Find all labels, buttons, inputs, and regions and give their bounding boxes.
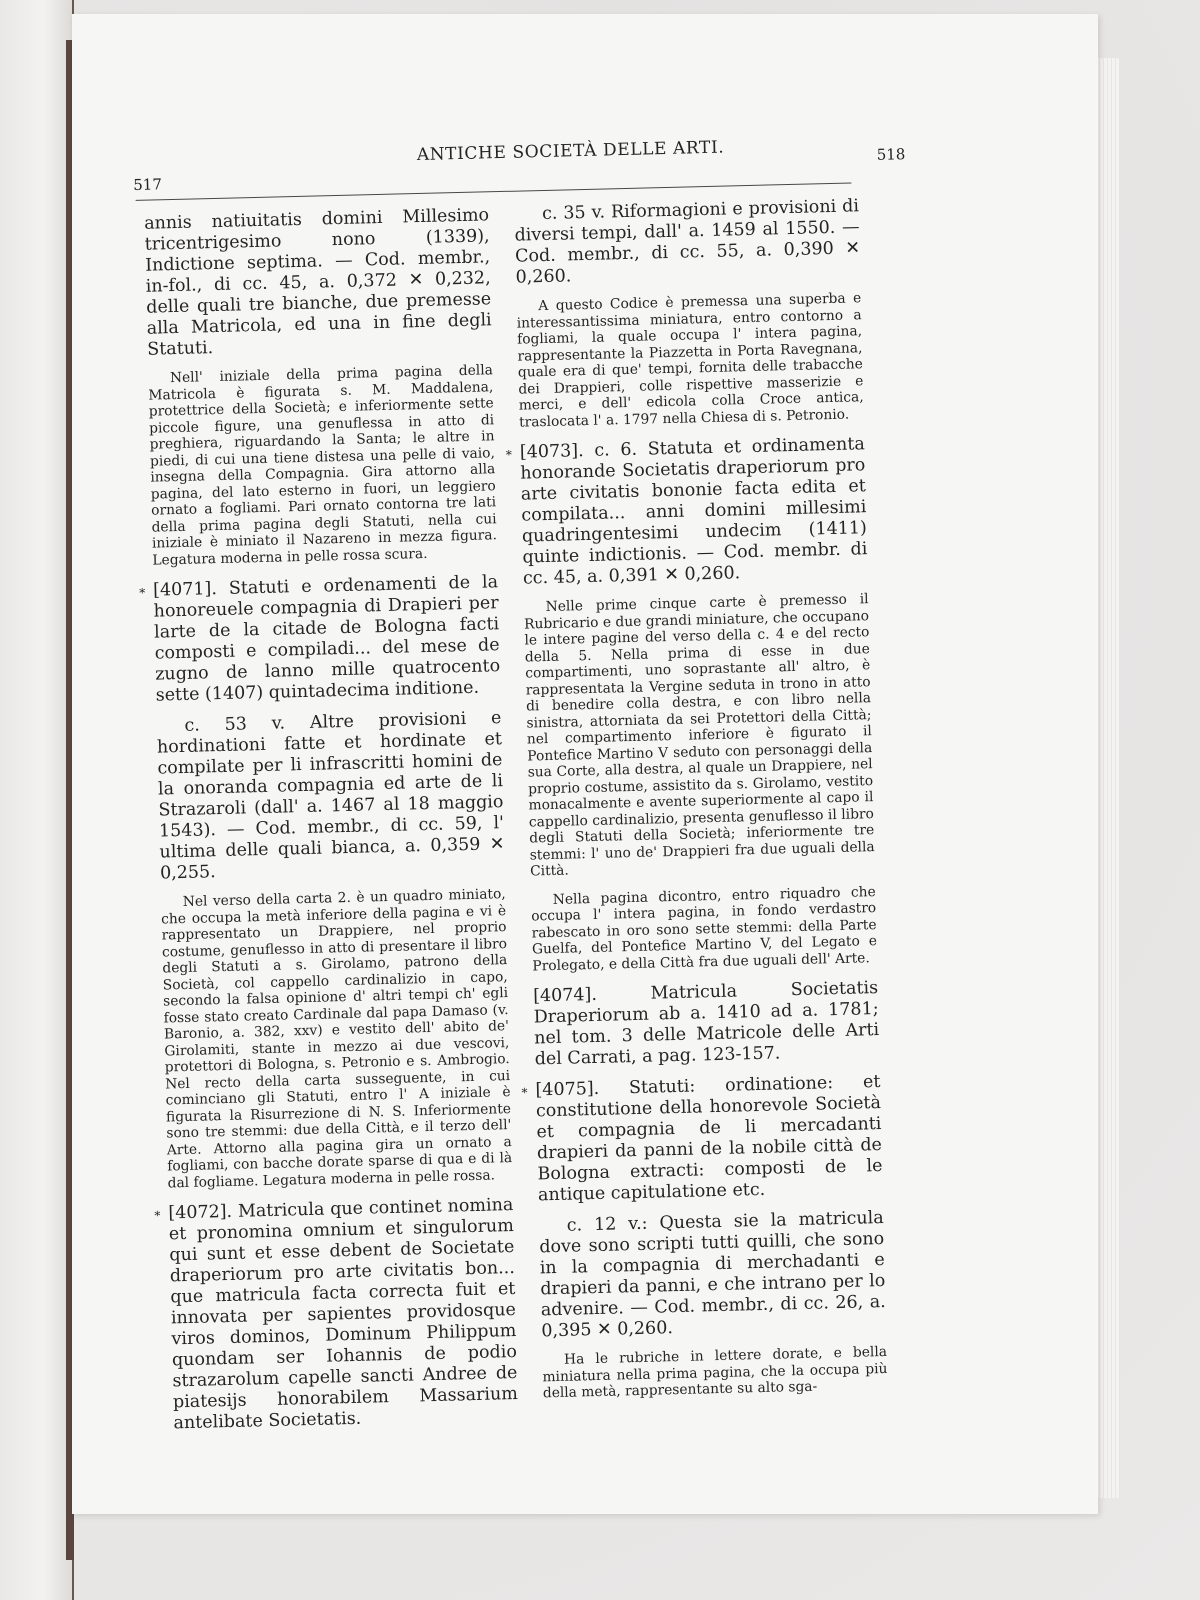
- page-number-right: 518: [876, 145, 906, 164]
- entry-text: [4072]. Matricula que continet nomina et pronomina omnium et singulorum qui sunt et esse debent de Societate draperiorum pro arte civitatis bon... que matricula facta correcta fuit et innovata per sapientes providosque viros dominos, Dominum Philippum quondam ser Iohannis de podio strazarolum capelle sancti Andree de piatesijs honorabilem Massarium antelibate Societatis.: [168, 1195, 519, 1434]
- running-header: ANTICHE SOCIETÀ DELLE ARTI.: [416, 137, 725, 166]
- right-column: [505, 196, 888, 1414]
- asterisk-mark: *: [154, 1208, 161, 1223]
- asterisk-mark: *: [139, 585, 146, 600]
- left-page-edge: [0, 0, 74, 1600]
- page-number-left: 517: [133, 175, 163, 194]
- entry-4074: [4074]. Matricula Societatis Draperiorum ab a. 1410 ad a. 1781; nel tom. 3 delle Matricole delle Arti del Carrati, a pag. 123-157.: [532, 978, 880, 1070]
- entry-4071: [139, 572, 501, 706]
- entry-text: c. 12 v.: Questa sie la matricula dove sono scripti tutti quilli, che sono in la compagnia di merchadanti e drapieri da panni, e che intrano per lo advenire. — Cod. membr., di cc. 26, a. 0,395 ✕ 0,260.: [539, 1207, 887, 1342]
- asterisk-mark: *: [505, 447, 513, 462]
- asterisk-mark: *: [521, 1085, 528, 1100]
- entry-4072: [154, 1195, 519, 1434]
- left-column: [139, 205, 519, 1444]
- entry-text: c. 53 v. Altre provisioni e hordinationi fatte et hordinate et compilate per li infrascritti homini de la onoranda compagnia ed arte de li Strazaroli (dall' a. 1467 al 18 maggio 1543). — Cod. membr., di cc. 59, l' ultima delle quali bianca, a. 0,359 ✕ 0,255.: [156, 708, 505, 884]
- book-page: [72, 14, 1098, 1514]
- entry-note: Ha le rubriche in lettere dorate, e bella miniatura nella prima pagina, che la occupa più della metà, rappresentante su alto sga-: [542, 1343, 888, 1402]
- entry-4075: [521, 1072, 883, 1206]
- entry-note: Nella pagina dicontro, entro riquadro che occupa l' intera pagina, in fondo verdastro rabescato in oro sono sette stemmi: della Parte Guelfa, del Pontefice Martino V, del Legato e Prolegato, e della Città fra due uguali dell' Arte.: [531, 883, 878, 974]
- page-content: [132, 114, 965, 1513]
- entry-text: annis natiuitatis domini Millesimo tricentrigesimo nono (1339), Indictione septima. — Cod. membr., in-fol., di cc. 45, a. 0,372 ✕ 0,232, delle quali tre bianche, due premesse alla Matricola, ed una in fine degli Statuti.: [143, 205, 492, 360]
- entry-text: [4071]. Statuti e ordenamenti de la honoreuele compagnia di Drapieri per larte de la citade de Bologna facti composti e compiladi... del mese de zugno de lanno mille quatrocento sette (1407) quintadecima inditione.: [152, 572, 501, 706]
- entry-note: Nell' iniziale della prima pagina della Matricola è figurata s. M. Maddalena, protettrice della Società; e inferiormente sette piccole figure, una genuflessa in atto di preghiera, riguardando la Santa; le altre in piedi, di cui una tiene distesa una pelle di vaio, insegna della Compagnia. Gira attorno alla pagina, del lato esterno in fuori, un leggiero ornato a fogliami. Pari ornato contorna tre lati della prima pagina degli Statuti, nella cui iniziale è miniato il Nazareno in mezza figura. Legatura moderna in pelle rossa scura.: [148, 362, 498, 569]
- entry-note: Nel verso della carta 2. è un quadro miniato, che occupa la metà inferiore della pagina e vi è rappresentato un Drappiere, nel proprio costume, genuflesso in atto di presentare il libro degli Statuti a s. Girolamo, patrono della Società, col cappello cardinalizio in capo, secondo la falsa opinione d' altri tempi ch' egli fosse stato creato Cardinale dal papa Damaso (v. Baronio, a. 382, xxv) e vestito dell' abito de' Girolamiti, stante in mezzo ai due vescovi, protettori di Bologna, s. Petronio e s. Ambrogio. Nel recto della carta susseguente, in cui cominciano gli Statuti, entro l' A iniziale è figurata la Risurrezione di N. S. Inferiormente sono tre stemmi: due della Città, e il terzo dell' Arte. Attorno alla pagina gira un ornato a fogliami, con bacche dorate sparse di qua e di là dal fogliame. Legatura moderna in pelle rossa.: [160, 886, 513, 1191]
- entry-text: [4073]. c. 6. Statuta et ordinamenta honorande Societatis draperiorum pro arte civitatis bononie facta edita et compilata... anni domini millesimi quadringentesimi undecim (1411) quinte indictionis. — Cod. membr. di cc. 45, a. 0,391 ✕ 0,260.: [519, 434, 868, 589]
- entry-note: A questo Codice è premessa una superba e interessantissima miniatura, entro contorno a fogliami, la quale occupa l' intera pagina, rappresentante la Piazzetta in Porta Ravegnana, quale era di que' tempi, fornita delle trabacche dei Drappieri, colle rispettive masserizie e merci, e dell' edicola colla Croce antica, traslocata l' a. 1797 nella Chiesa di s. Petronio.: [516, 290, 864, 431]
- entry-note: Nelle prime cinque carte è premesso il Rubricario e due grandi miniature, che occupano le intere pagine del verso della c. 4 e del recto della 5. Nella prima di esse in due compartimenti, uno soprastante all' altro, è rappresentata la Vergine seduta in trono in atto di benedire colla destra, e con libro nella sinistra, attorniata da sei Protettori della Città; nel compartimento inferiore è figurato il Pontefice Martino V seduto con personaggi della sua Corte, alla destra, al quale un Drappiere, nel proprio costume, assistito da s. Girolamo, vestito monacalmente e avente superiormente al capo il cappello cardinalizio, presenta genuflesso il libro degli Statuti della Società; inferiormente tre stemmi: l' uno de' Drappieri fra due uguali della Città.: [523, 591, 875, 880]
- entry-text: [4075]. Statuti: ordinatione: et constitutione della honorevole Società et compagnia de li mercadanti drapieri da panni de la nobile città de Bologna extracti: composti de le antique capitulatione etc.: [535, 1072, 883, 1206]
- entry-4073: [505, 434, 868, 589]
- entry-text: c. 35 v. Riformagioni e provisioni di diversi tempi, dall' a. 1459 al 1550. — Cod. membr., di cc. 55, a. 0,390 ✕ 0,260.: [514, 196, 861, 288]
